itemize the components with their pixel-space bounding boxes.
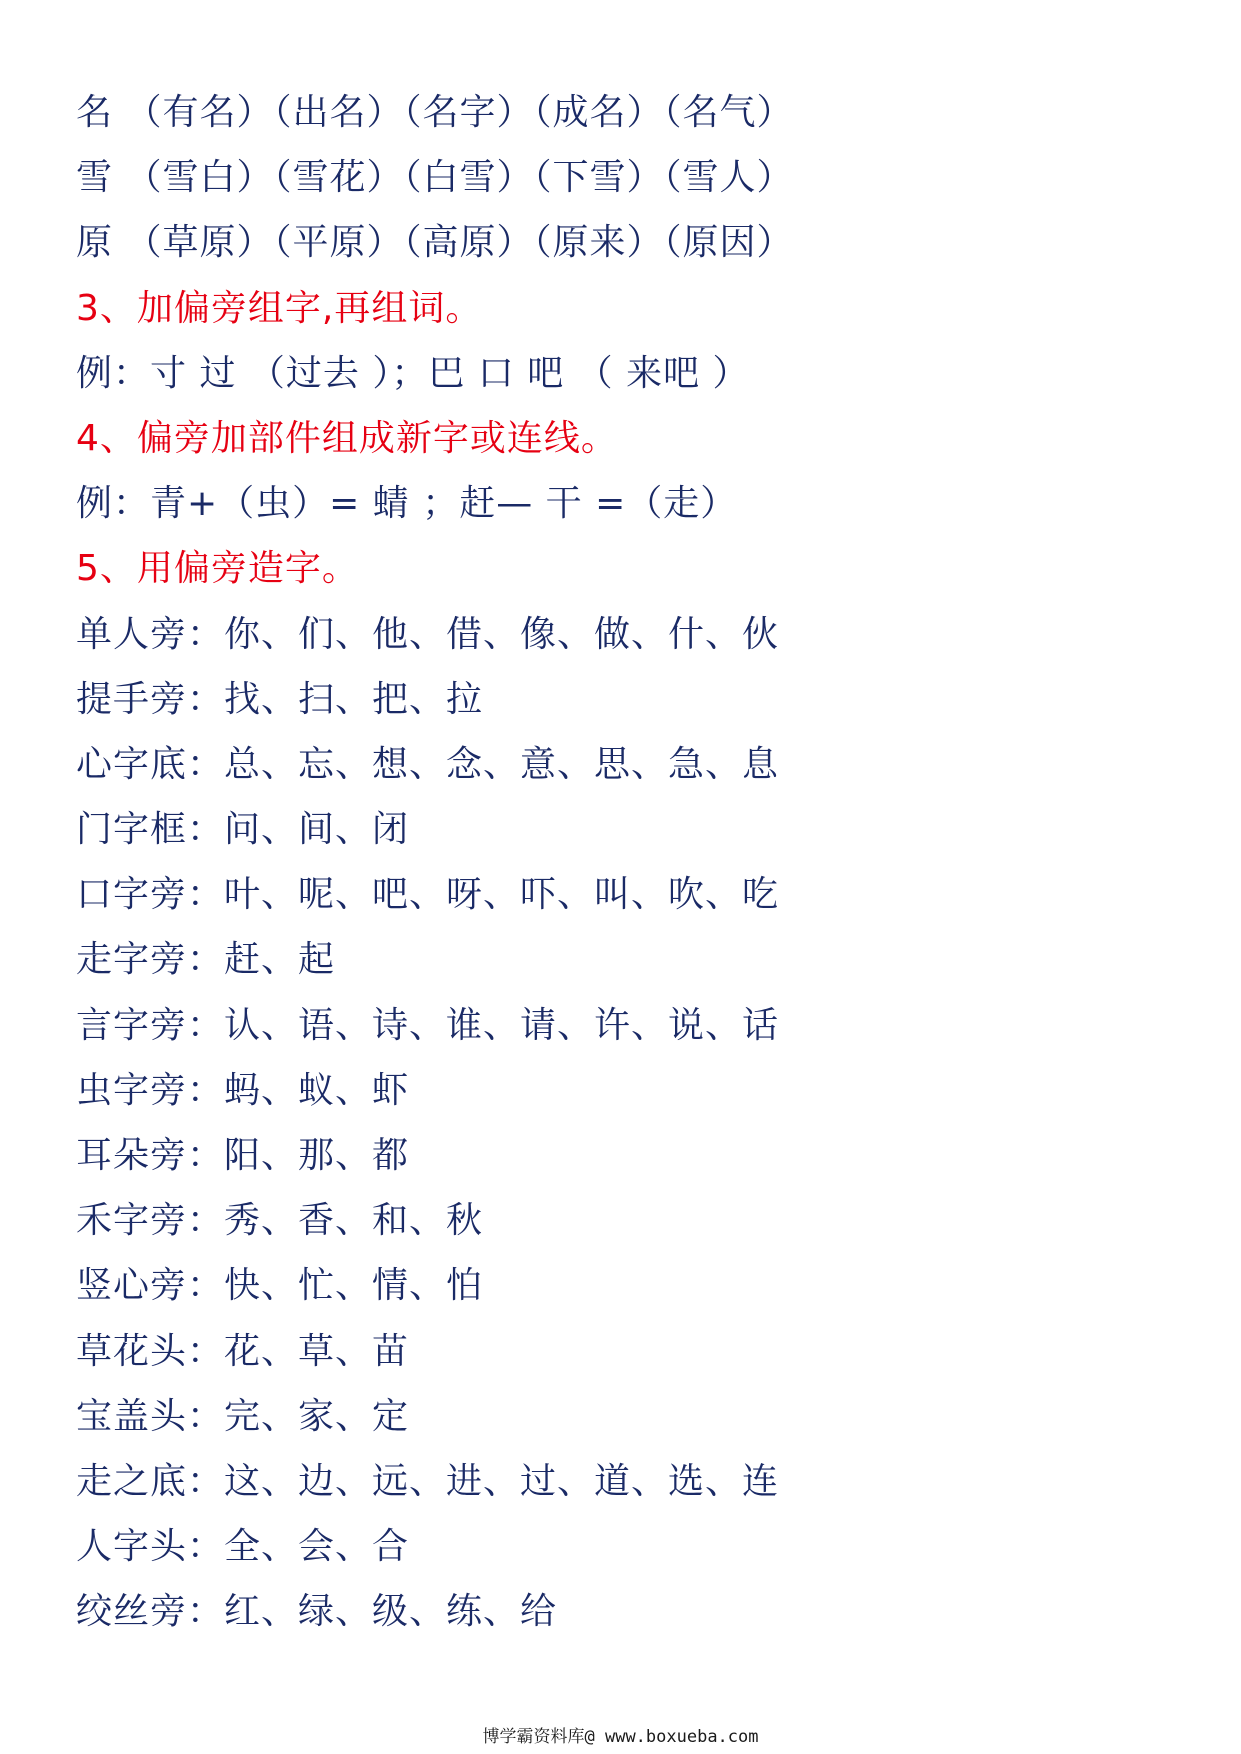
doc-line: 名 （有名）（出名）（名字）（成名）（名气） — [76, 92, 794, 133]
radical-line: 走之底：这、边、远、进、过、道、选、连 — [76, 1460, 780, 1502]
section-heading: 4、偏旁加部件组成新字或连线。 — [76, 417, 618, 459]
footer-watermark: 博学霸资料库@ www.boxueba.com — [482, 1727, 759, 1747]
radical-line: 心字底：总、忘、想、念、意、思、急、息 — [76, 743, 780, 785]
radical-line: 绞丝旁：红、绿、级、练、给 — [76, 1591, 558, 1633]
section-heading: 5、用偏旁造字。 — [76, 548, 359, 590]
doc-line: 例：青+（虫）= 蜻 ；赶— 干 =（走） — [76, 483, 738, 525]
radical-line: 草花头：花、草、苗 — [76, 1330, 410, 1372]
doc-line: 雪 （雪白）（雪花）（白雪）（下雪）（雪人） — [76, 157, 794, 199]
radical-line: 单人旁：你、们、他、借、像、做、什、伙 — [76, 613, 780, 655]
radical-line: 提手旁：找、扫、把、拉 — [76, 678, 484, 720]
radical-line: 宝盖头：完、家、定 — [76, 1395, 410, 1437]
radical-line: 走字旁：赶、起 — [76, 939, 336, 981]
doc-line: 原 （草原）（平原）（高原）（原来）（原因） — [76, 222, 794, 264]
radical-line: 禾字旁：秀、香、和、秋 — [76, 1200, 484, 1242]
document-content — [76, 80, 1176, 1645]
radical-line: 耳朵旁：阳、那、都 — [76, 1135, 410, 1176]
radical-line: 口字旁：叶、呢、吧、呀、吓、叫、吹、吃 — [76, 874, 780, 916]
radical-line: 人字头：全、会、合 — [76, 1526, 410, 1568]
radical-line: 虫字旁：蚂、蚁、虾 — [76, 1069, 410, 1111]
radical-line: 竖心旁：快、忙、情、怕 — [76, 1265, 484, 1307]
radical-line: 门字框：问、间、闭 — [76, 809, 410, 851]
radical-line: 言字旁：认、语、诗、谁、请、许、说、话 — [76, 1004, 780, 1046]
section-heading: 3、加偏旁组字,再组词。 — [76, 287, 483, 329]
doc-line: 例：寸 过 （过去 ）；巴 口 吧 （ 来吧 ） — [76, 352, 750, 394]
